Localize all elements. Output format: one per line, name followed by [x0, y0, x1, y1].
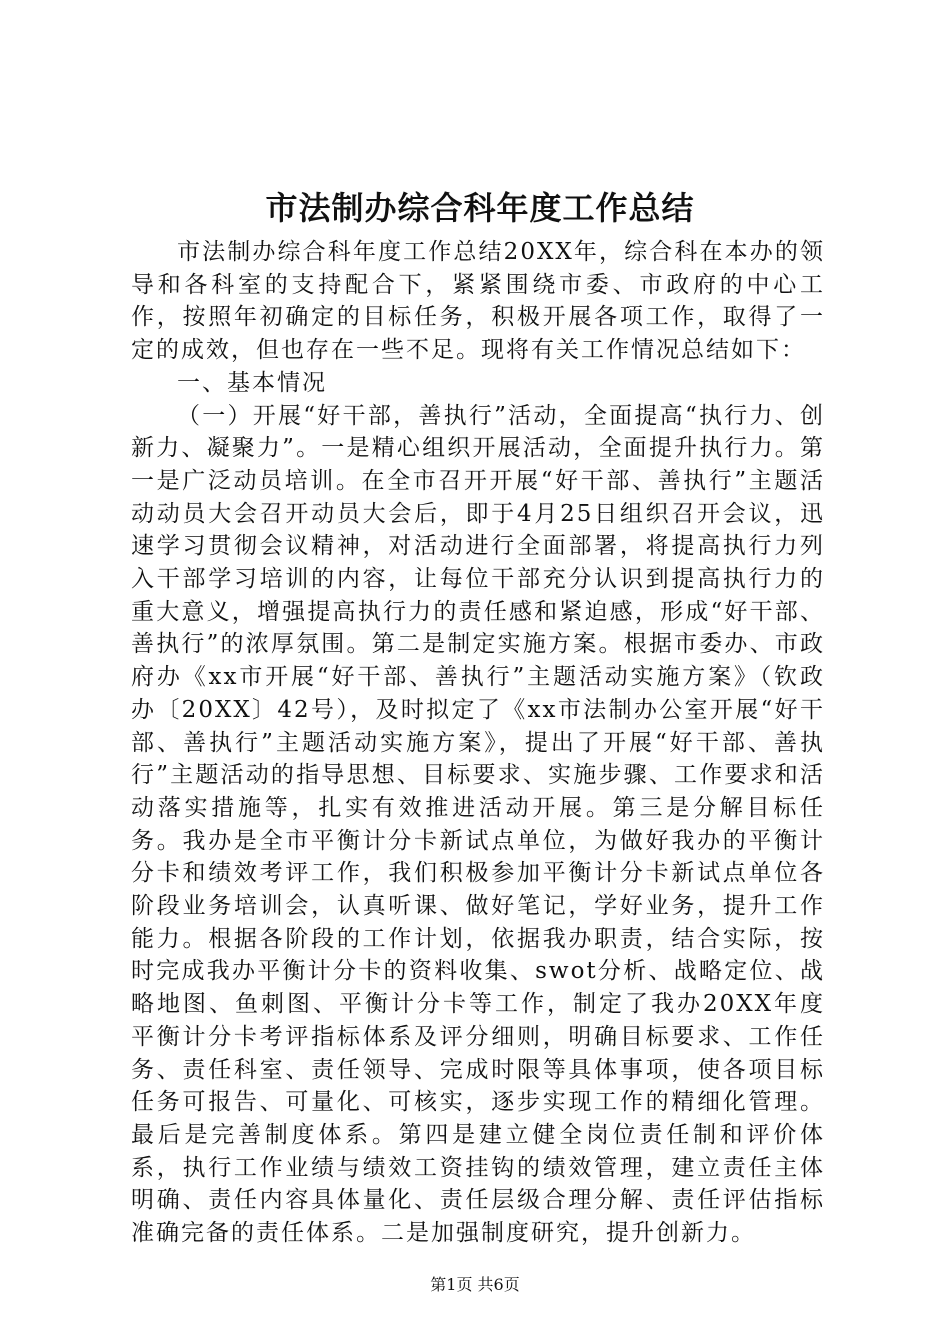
- intro-paragraph: 市法制办综合科年度工作总结20XX年，综合科在本办的领导和各科室的支持配合下，紧紧围绕市委、市政府的中心工作，按照年初确定的目标任务，积极开展各项工作，取得了一定的成效，但也存在一些不足。现将有关工作情况总结如下：: [131, 239, 825, 364]
- page-footer: 第1页 共6页: [430, 1275, 520, 1294]
- section-heading: 一、基本情况: [177, 369, 327, 396]
- document-title: 市法制办综合科年度工作总结: [265, 189, 695, 227]
- document-body: [131, 236, 825, 1250]
- body-paragraph: （一）开展“好干部，善执行”活动，全面提高“执行力、创新力、凝聚力”。一是精心组织开展活动，全面提升执行力。第一是广泛动员培训。在全市召开开展“好干部、善执行”主题活动动员大会召开动员大会后，即于4月25日组织召开会议，迅速学习贯彻会议精神，对活动进行全面部署，将提高执行力列入干部学习培训的内容，让每位干部充分认识到提高执行力的重大意义，增强提高执行力的责任感和紧迫感，形成“好干部、善执行”的浓厚氛围。第二是制定实施方案。根据市委办、市政府办《xx市开展“好干部、善执行”主题活动实施方案》（钦政办〔20XX〕42号），及时拟定了《xx市法制办公室开展“好干部、善执行”主题活动实施方案》，提出了开展“好干部、善执行”主题活动的指导思想、目标要求、实施步骤、工作要求和活动落实措施等，扎实有效推进活动开展。第三是分解目标任务。我办是全市平衡计分卡新试点单位，为做好我办的平衡计分卡和绩效考评工作，我们积极参加平衡计分卡新试点单位各阶段业务培训会，认真听课、做好笔记，学好业务，提升工作能力。根据各阶段的工作计划，依据我办职责，结合实际，按时完成我办平衡计分卡的资料收集、swot分析、战略定位、战略地图、鱼刺图、平衡计分卡等工作，制定了我办20XX年度平衡计分卡考评指标体系及评分细则，明确目标要求、工作任务、责任科室、责任领导、完成时限等具体事项，使各项目标任务可报告、可量化、可核实，逐步实现工作的精细化管理。最后是完善制度体系。第四是建立健全岗位责任制和评价体系，执行工作业绩与绩效工资挂钩的绩效管理，建立责任主体明确、责任内容具体量化、责任层级合理分解、责任评估指标准确完备的责任体系。二是加强制度研究，提升创新力。: [131, 402, 825, 1247]
